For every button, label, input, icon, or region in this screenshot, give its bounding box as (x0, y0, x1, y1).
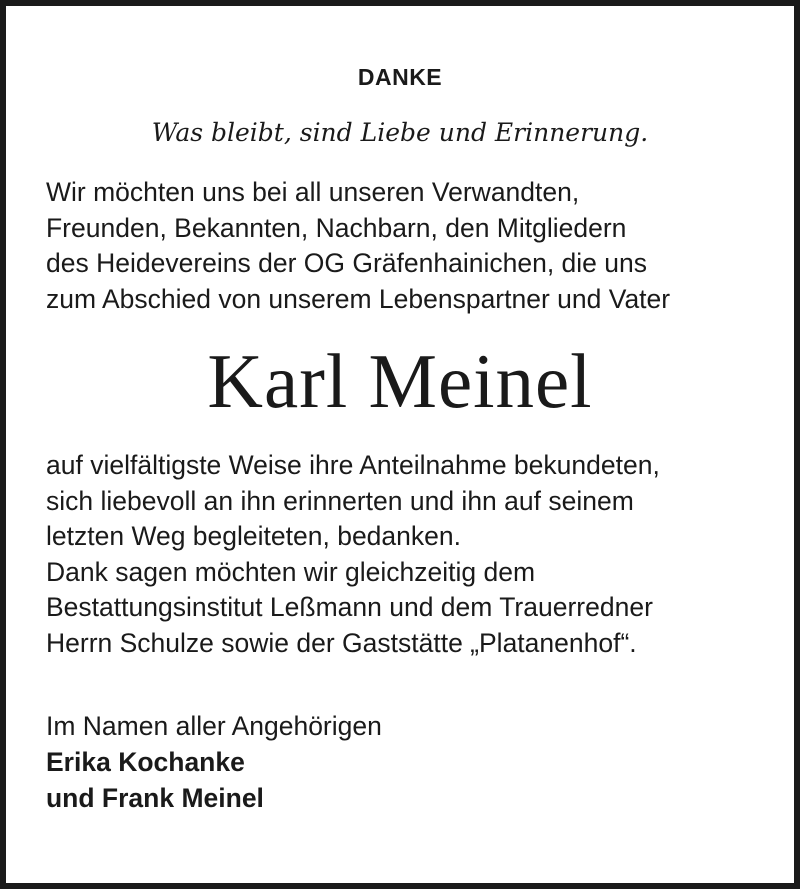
signoff-name: und Frank Meinel (46, 783, 264, 813)
deceased-name: Karl Meinel (207, 338, 593, 424)
body-line: sich liebevoll an ihn erinnerten und ihn auf seinem (46, 485, 634, 516)
body-paragraph (46, 448, 764, 661)
intro-line: Wir möchten uns bei all unseren Verwandten, (46, 177, 580, 207)
intro-paragraph (46, 175, 764, 317)
signoff-name: Erika Kochanke (46, 747, 245, 777)
body-line: auf vielfältigste Weise ihre Anteilnahme bekundeten, (46, 450, 660, 480)
signoff (46, 708, 382, 816)
intro-line: des Heidevereins der OG Gräfenhainichen, die uns (46, 248, 648, 278)
body-line: Herrn Schulze sowie der Gaststätte „Platanenhof“. (46, 627, 637, 658)
notice-motto: Was bleibt, sind Liebe und Erinnerung. (151, 118, 649, 147)
body-line: Bestattungsinstitut Leßmann und dem Trauerredner (46, 592, 653, 622)
intro-line: Freunden, Bekannten, Nachbarn, den Mitgliedern (46, 212, 627, 243)
notice-heading: DANKE (357, 64, 443, 90)
signoff-label: Im Namen aller Angehörigen (46, 711, 382, 741)
body-line: Dank sagen möchten wir gleichzeitig dem (46, 556, 536, 587)
body-line: letzten Weg begleiteten, bedanken. (46, 521, 461, 551)
intro-line: zum Abschied von unserem Lebenspartner und Vater (46, 283, 671, 314)
